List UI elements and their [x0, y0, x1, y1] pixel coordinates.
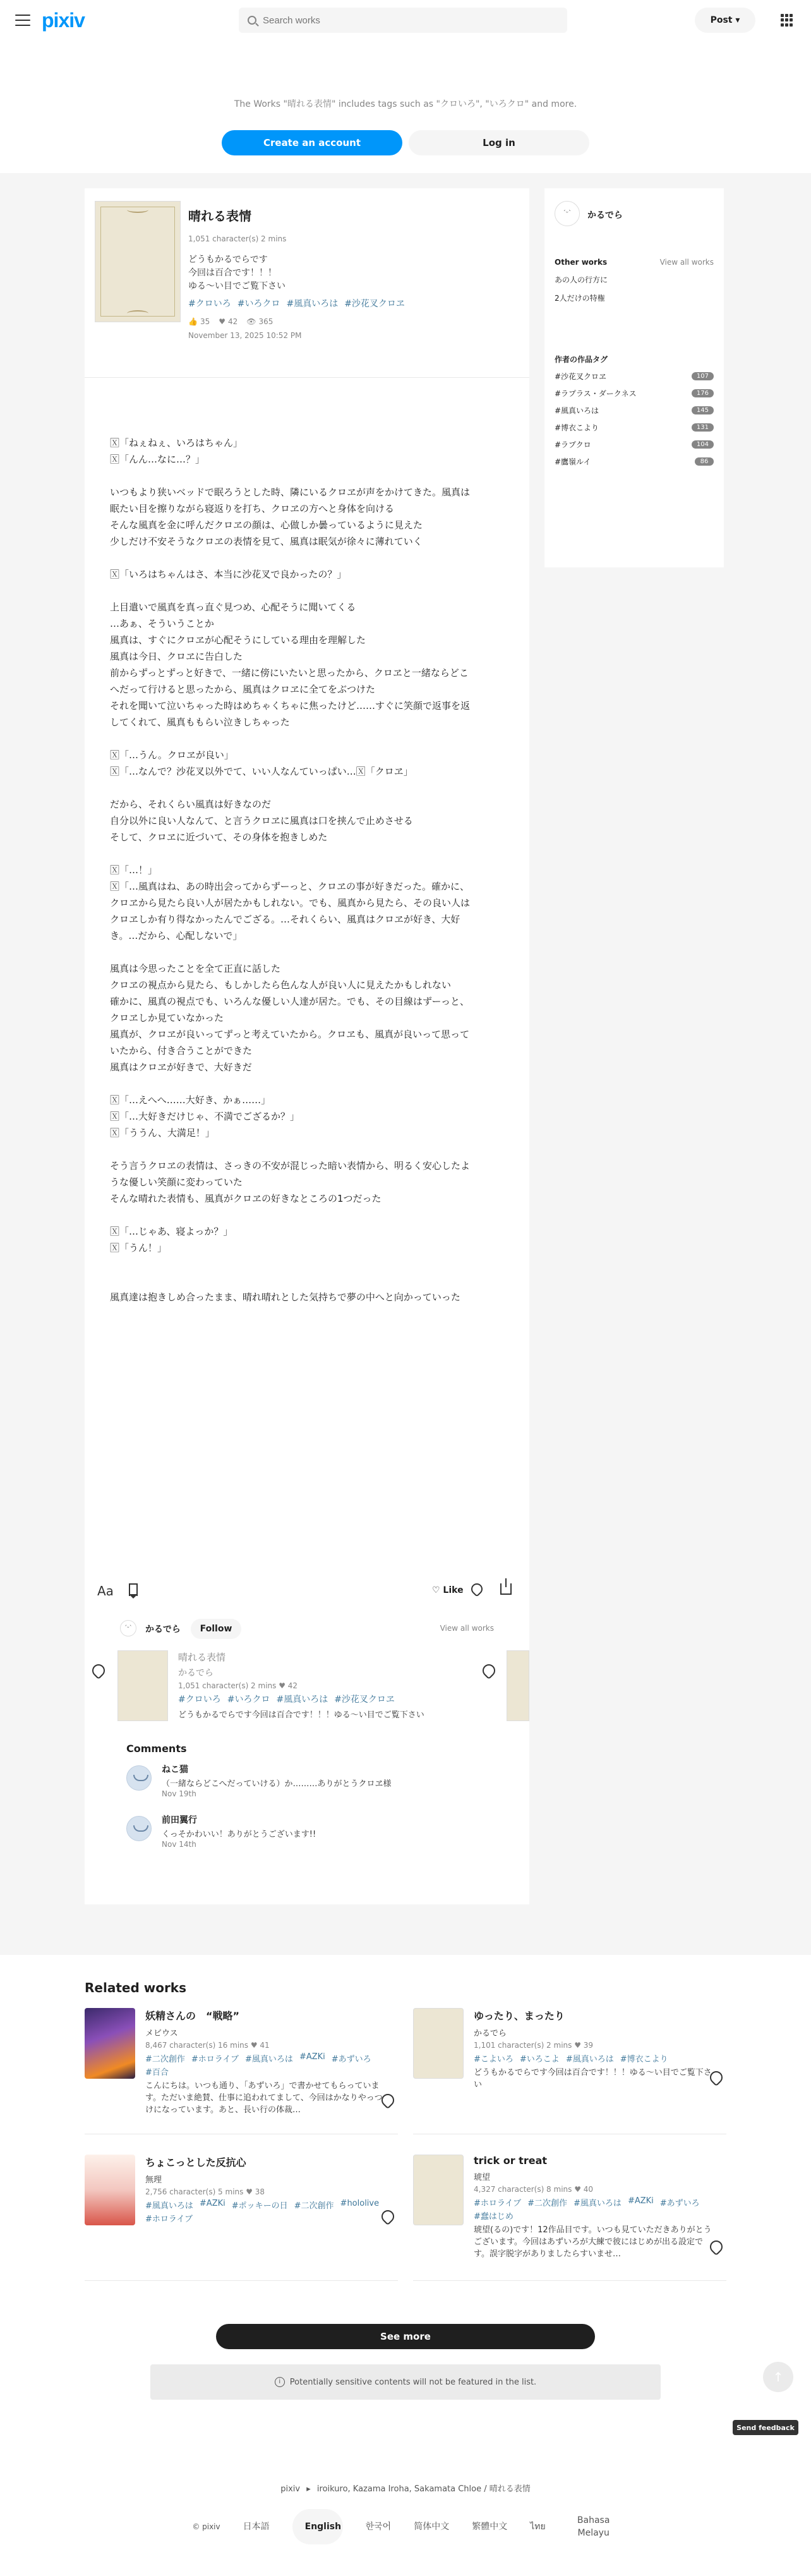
- comments-heading: Comments: [126, 1743, 187, 1755]
- scroll-to-top-button[interactable]: ↑: [763, 2362, 793, 2392]
- author-tag-row[interactable]: #鷹嶺ルイ 86: [555, 456, 714, 467]
- language-option[interactable]: Bahasa Melayu: [577, 2515, 610, 2538]
- language-option[interactable]: 简体中文: [414, 2522, 450, 2532]
- see-more-button[interactable]: See more: [216, 2324, 595, 2349]
- heart-icon[interactable]: [480, 1662, 498, 1679]
- work-meta: 4,327 character(s) 8 mins ♥ 40: [474, 2185, 594, 2194]
- tag-link[interactable]: #風真いろは: [286, 299, 339, 309]
- tag-link[interactable]: #沙花叉クロヱ: [344, 299, 405, 309]
- language-option-selected[interactable]: English: [292, 2509, 343, 2544]
- work-title: 晴れる表情: [188, 209, 251, 224]
- language-option[interactable]: 日本語: [243, 2522, 270, 2532]
- other-works-heading: Other works: [555, 258, 608, 267]
- tag-link[interactable]: #ホロライブ: [145, 2215, 193, 2224]
- tag-link[interactable]: #あずいろ: [659, 2199, 700, 2208]
- text-settings-icon[interactable]: Aa: [97, 1583, 114, 1599]
- next-work-thumbnail[interactable]: [507, 1650, 529, 1721]
- author-tag-row[interactable]: #風真いろは 145: [555, 405, 714, 416]
- like-button[interactable]: ♡ Like: [426, 1582, 470, 1599]
- work-author[interactable]: 無理: [145, 2175, 162, 2185]
- sidebar: [544, 188, 724, 567]
- tag-link[interactable]: #クロいろ: [188, 299, 231, 309]
- tag-link[interactable]: #AZKi: [627, 2196, 654, 2206]
- work-author: かるでら: [178, 1668, 213, 1678]
- send-feedback-button[interactable]: Send feedback: [733, 2420, 798, 2435]
- related-work-card[interactable]: [413, 2155, 726, 2281]
- top-header: [0, 0, 811, 40]
- other-works: [555, 258, 714, 303]
- related-heading: Related works: [85, 1980, 187, 1995]
- commenter-avatar[interactable]: [126, 1765, 152, 1791]
- work-tags: [188, 297, 517, 310]
- signup-banner: [0, 40, 811, 173]
- author-avatar[interactable]: ˊᵕˋ: [555, 201, 580, 226]
- work-meta: 1,051 character(s) 2 mins ♥ 42: [178, 1681, 298, 1690]
- work-stats: [188, 317, 517, 326]
- novel-text: 🅇「ねぇねぇ、いろはちゃん」 🅇「んん…なに…？」 いつもより狭いベッドで眠ろうとした時、隣にいるクロヱが声をかけてきた。風真は 眠たい目を擦りながら寝返りを打ち、クロヱの方へと身体を向ける そんな風真を金に呼んだクロヱの顔は、心做しか曇っているように見えた 少しだけ不安そうなクロヱの表情を見て、風真は眠気が徐々に薄れていく 🅇「いろはちゃんはさ、本当に沙花叉で良かったの？」 上目遣いで風真を真っ直ぐ見つめ、心配そうに聞いてくる …あぁ、そういうことか 風真は、すぐにクロヱが心配そうにしている理由を理解した 風真は今日、クロヱに告白した 前からずっとずっと好きで、一緒に傍にいたいと思ったから、クロヱと一緒ならどこ へだって行けると思ったから、風真はクロヱに全てをぶつけた それを聞いて泣いちゃった時はめちゃくちゃに焦ったけど……すぐに笑顔で返事を返 してくれて、風真ももらい泣きしちゃった 🅇「…うん。クロヱが良い」 🅇「…なんで？沙花叉以外でて、いい人なんていっぱい…🅇「クロヱ」 だから、それくらい風真は好きなのだ 自分以外に良い人なんて、と言うクロヱに風真は口を挟んで止めさせる そして、クロヱに近づいて、その身体を抱きしめた 🅇「…！」 🅇「…風真はね、あの時出会ってからずーっと、クロヱの事が好きだった。確かに、 クロヱから見たら良い人が居たかもしれない。でも、風真から見たら、その良い人は クロヱしか有り得なかったんでござる。…それくらい、風真はクロヱが好き、大好 き。…だから、心配しないで」 風真は今思ったことを全て正直に話した クロヱの視点から見たら、もしかしたら色んな人が良い人に見えたかもしれない 確かに、風真の視点でも、いろんな優しい人達が居た。でも、その目線はずーっと、 クロヱしか見ていなかった 風真が、クロヱが良いってずっと考えていたから。クロヱも、風真が良いって思って いたから、付き合うことができた 風真はクロヱが好きで、大好きだ 🅇「…えへへ……大好き、かぁ……」 🅇「…大好きだけじゃ、不満でござるか？」 🅇「ううん、大満足！」 そう言うクロヱの表情は、さっきの不安が混じった暗い表情から、明るく安心したよ うな優しい笑顔に変わっていた そんな晴れた表情も、風真がクロヱの好きなところの1つだった 🅇「…じゃあ、寝よっか？」 🅇「うん！」 風真達は抱きしめ合ったまま、晴れ晴れとした気持ちで夢の中へと向かっていった: [110, 437, 471, 1303]
- work-author[interactable]: かるでら: [474, 2029, 507, 2038]
- bookmark-count: ♥ 42: [219, 317, 238, 326]
- tag-link[interactable]: #風真いろは: [145, 2201, 193, 2211]
- breadcrumb-current[interactable]: iroikuro, Kazama Iroha, Sakamata Chloe / 晴れる表情: [316, 2484, 531, 2494]
- breadcrumb: pixiv ▸ iroikuro, Kazama Iroha, Sakamata Chloe / 晴れる表情: [280, 2484, 531, 2494]
- tag-link[interactable]: #ホロライブ: [191, 2055, 239, 2064]
- comment-item: [126, 1763, 480, 1803]
- work-thumbnail[interactable]: [85, 2155, 135, 2225]
- comment-date: Nov 19th: [162, 1789, 196, 1798]
- action-bar: [85, 1575, 529, 1606]
- work-title[interactable]: 妖精さんの “戦略”: [145, 2010, 240, 2022]
- tag-link[interactable]: #いろクロ: [237, 299, 280, 309]
- tag-link[interactable]: #あずいろ: [331, 2055, 371, 2064]
- tag-link[interactable]: #こよいろ: [474, 2055, 514, 2064]
- work-author[interactable]: メビウス: [145, 2029, 178, 2038]
- work-thumbnail[interactable]: [413, 2008, 464, 2079]
- work-meta: 2,756 character(s) 5 mins ♥ 38: [145, 2187, 265, 2196]
- comment-text: （一緒ならどこへだっていける）か………ありがとうクロヱ様: [162, 1779, 392, 1789]
- like-count: 👍 35: [188, 317, 210, 326]
- other-work-link[interactable]: あの人の行方に: [555, 275, 608, 284]
- breadcrumb-home[interactable]: pixiv: [280, 2484, 301, 2494]
- work-description: どうもかるでらです今回は百合です！！！ゆる〜い目でご覧下さい: [474, 2068, 712, 2089]
- menu-icon[interactable]: [15, 15, 30, 26]
- work-description: 琥望(るの)です！12作品目です。いつも見ていただきありがとうございます。今回はあずいろが大練で彼にはじめが出る設定です。誤字脱字がありましたらすいませ…: [474, 2225, 712, 2259]
- tag-link[interactable]: #百合: [145, 2068, 169, 2077]
- comment-item: [126, 1813, 480, 1854]
- work-description: どうもかるでらです 今回は百合です！！！ ゆる〜い目でご覧下さい: [188, 255, 285, 291]
- author-tags-heading: 作者の作品タグ: [555, 355, 608, 364]
- heart-icon[interactable]: [469, 1581, 484, 1597]
- author-tag-row[interactable]: #ラプクロ 104: [555, 439, 714, 450]
- commenter-avatar[interactable]: [126, 1816, 152, 1841]
- tag-link[interactable]: #蠢はじめ: [474, 2212, 514, 2222]
- post-button[interactable]: Post ▾: [695, 8, 755, 33]
- related-work-card[interactable]: [413, 2008, 726, 2134]
- tag-link[interactable]: #二次創作: [145, 2055, 185, 2064]
- comment-text: くっそかわいい！ありがとうございます!!: [162, 1830, 316, 1839]
- pixiv-logo[interactable]: pixiv: [42, 8, 85, 32]
- author-avatar[interactable]: ˊᵕˋ: [120, 1620, 136, 1636]
- work-description: どうもかるでらです今回は百合です！！！ゆる〜い目でご覧下さい: [178, 1710, 424, 1720]
- commenter-name[interactable]: 前田翼行: [162, 1815, 197, 1825]
- banner-text: The Works "晴れる表情" includes tags such as "クロいろ", "いろクロ" and more.: [234, 99, 577, 109]
- tag-link[interactable]: #いろクロ: [227, 1695, 270, 1705]
- related-work-card[interactable]: [85, 2155, 398, 2281]
- share-icon[interactable]: [500, 1583, 512, 1595]
- bookmark-icon[interactable]: [129, 1583, 138, 1596]
- cover-image[interactable]: [95, 201, 181, 322]
- tag-link[interactable]: #風真いろは: [245, 2055, 293, 2064]
- tag-link[interactable]: #いろこよ: [519, 2055, 560, 2064]
- search-input[interactable]: [263, 15, 558, 26]
- work-title[interactable]: ゆったり、まったり: [474, 2010, 565, 2022]
- content-area: [0, 173, 811, 1955]
- work-meta: 1,101 character(s) 2 mins ♥ 39: [474, 2041, 594, 2050]
- author-work-card[interactable]: [117, 1650, 471, 1726]
- language-option[interactable]: 한국어: [365, 2522, 392, 2532]
- author-tag-row[interactable]: #沙花叉クロヱ 107: [555, 371, 714, 382]
- tag-link[interactable]: #風真いろは: [574, 2199, 622, 2208]
- commenter-name[interactable]: ねこ猫: [162, 1765, 188, 1775]
- work-title[interactable]: 晴れる表情: [178, 1652, 226, 1663]
- related-work-card[interactable]: [85, 2008, 398, 2134]
- tag-link[interactable]: #二次創作: [294, 2201, 334, 2211]
- tag-link[interactable]: #ホロライブ: [474, 2199, 522, 2208]
- work-thumbnail[interactable]: [413, 2155, 464, 2225]
- author-tag-row[interactable]: #ラプラス・ダークネス 176: [555, 388, 714, 399]
- tag-link[interactable]: #ポッキーの日: [231, 2201, 288, 2211]
- view-count: 👁 365: [246, 317, 273, 326]
- tag-link[interactable]: #hololive: [340, 2199, 380, 2208]
- publish-date: November 13, 2025 10:52 PM: [188, 331, 302, 340]
- tag-link[interactable]: #風真いろは: [276, 1695, 328, 1705]
- search-bar[interactable]: [239, 8, 567, 33]
- tag-link[interactable]: #AZKi: [199, 2199, 225, 2208]
- tag-link[interactable]: #風真いろは: [565, 2055, 614, 2064]
- footer: [0, 2457, 811, 2570]
- view-all-works-link[interactable]: View all works: [659, 258, 714, 267]
- work-thumbnail[interactable]: [117, 1650, 168, 1721]
- apps-grid-icon[interactable]: [781, 14, 793, 27]
- view-all-works-link[interactable]: View all works: [440, 1624, 494, 1633]
- tag-link[interactable]: #博衣こより: [620, 2055, 668, 2064]
- tag-link[interactable]: #二次創作: [527, 2199, 568, 2208]
- language-option[interactable]: 繁體中文: [472, 2522, 508, 2532]
- author-name[interactable]: かるでら: [145, 1624, 181, 1635]
- tag-link[interactable]: #クロいろ: [178, 1695, 221, 1705]
- work-header: [85, 188, 529, 378]
- work-description: こんにちは。いつも通り、「あずいろ」で書かせてもらっています。ただいま絶賛、仕事に追われてまして、今回はかなりやっつけになっています。あと、長い行の体裁…: [145, 2081, 383, 2115]
- comment-date: Nov 14th: [162, 1840, 196, 1849]
- other-work-link[interactable]: 2人だけの特権: [555, 294, 605, 303]
- work-title[interactable]: ちょこっとした反抗心: [145, 2156, 246, 2168]
- work-meta: 8,467 character(s) 16 mins ♥ 41: [145, 2041, 270, 2050]
- work-author[interactable]: 琥望: [474, 2173, 491, 2182]
- language-option[interactable]: ไทย: [530, 2522, 546, 2532]
- sensitive-content-notice: i Potentially sensitive contents will not be featured in the list.: [150, 2364, 661, 2400]
- sidebar-author[interactable]: [555, 201, 714, 233]
- copyright: © pixiv: [192, 2522, 220, 2531]
- create-account-button[interactable]: Create an account: [222, 130, 402, 155]
- heart-icon[interactable]: [90, 1662, 107, 1679]
- language-selector: [0, 2509, 811, 2544]
- novel-card: [85, 188, 529, 1904]
- author-tags: [555, 354, 714, 467]
- tag-link[interactable]: #沙花叉クロヱ: [334, 1695, 395, 1705]
- info-icon: i: [275, 2377, 285, 2387]
- tag-link[interactable]: #AZKi: [299, 2052, 325, 2062]
- work-thumbnail[interactable]: [85, 2008, 135, 2079]
- follow-button[interactable]: Follow: [191, 1619, 241, 1639]
- work-meta: 1,051 character(s) 2 mins: [188, 234, 287, 243]
- search-icon: [248, 16, 256, 25]
- login-button[interactable]: Log in: [409, 130, 589, 155]
- author-name[interactable]: かるでら: [587, 210, 623, 221]
- work-title[interactable]: trick or treat: [474, 2155, 548, 2167]
- author-block: [85, 1612, 529, 1732]
- related-works: [0, 1980, 811, 2400]
- author-tag-row[interactable]: #博衣こより 131: [555, 422, 714, 433]
